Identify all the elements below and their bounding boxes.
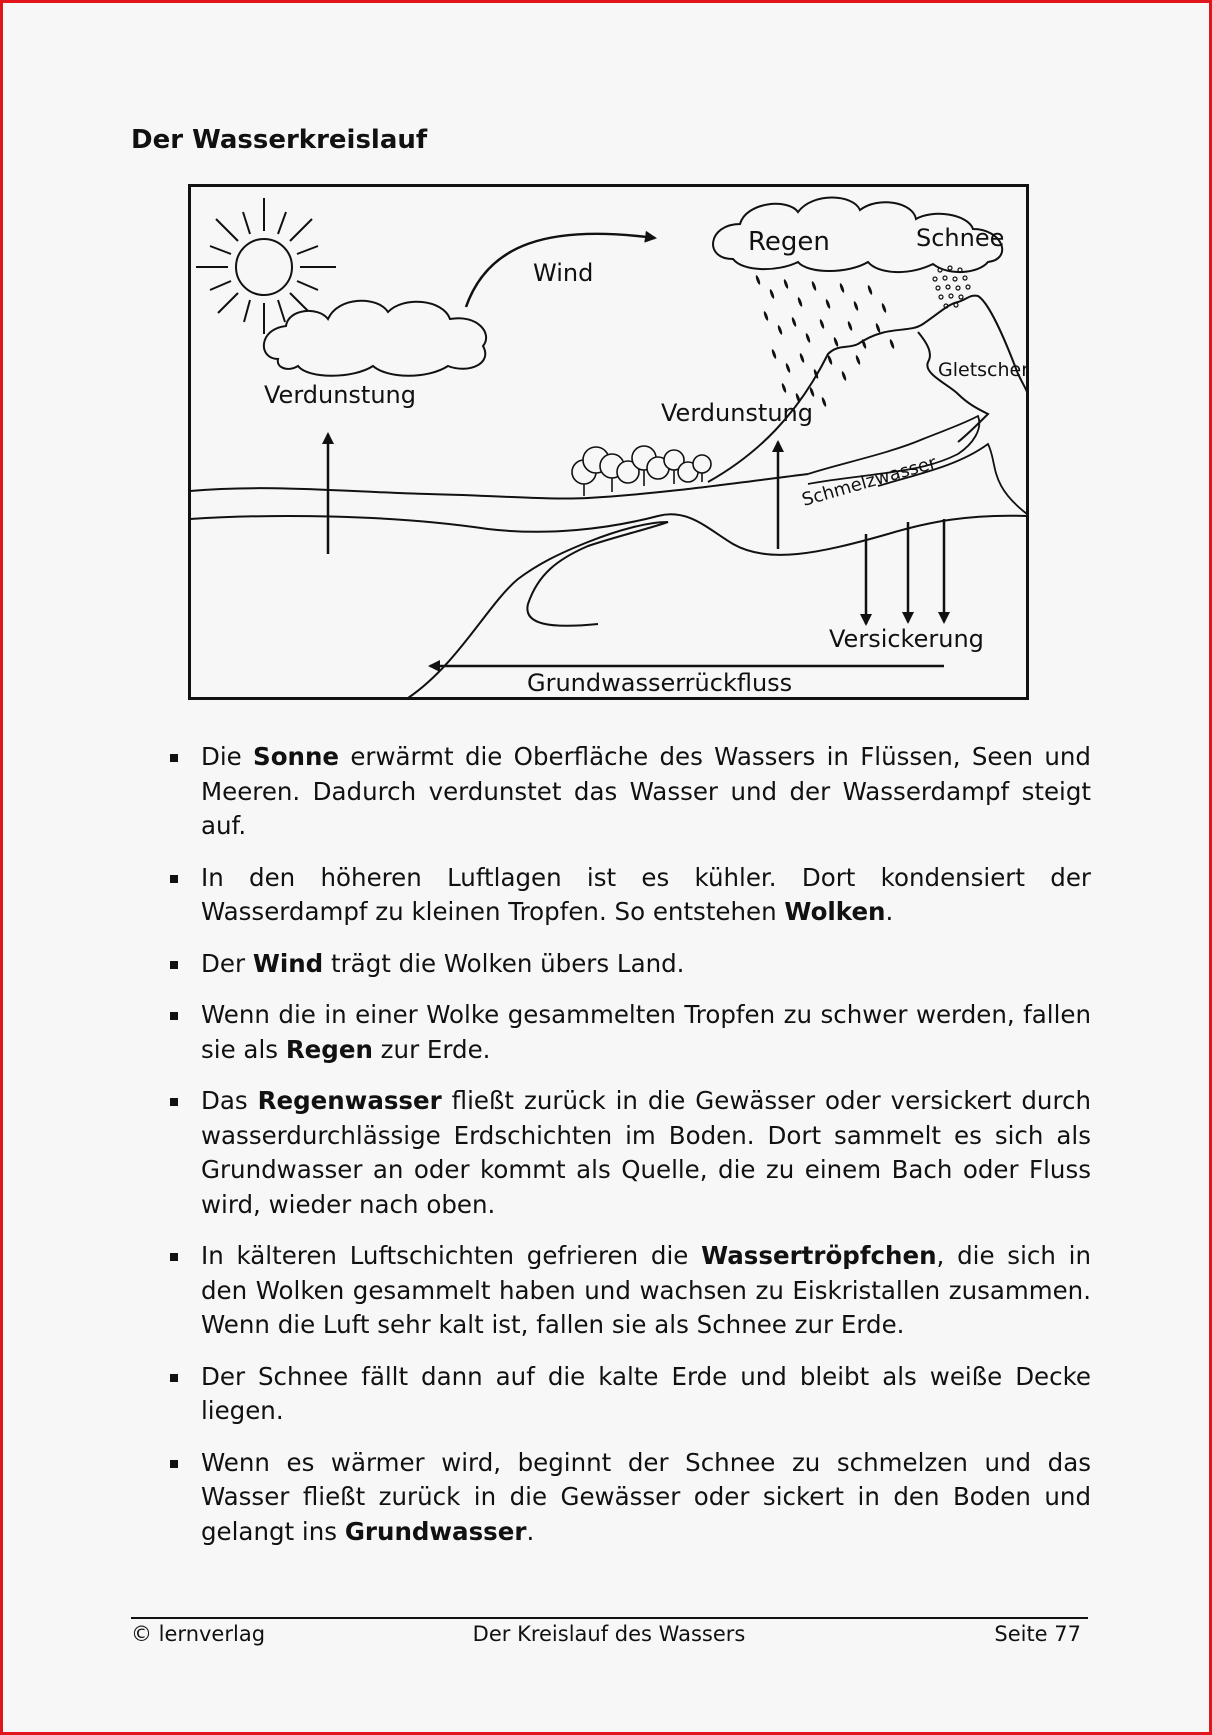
label-wind: Wind	[533, 259, 594, 287]
footer-title: Der Kreislauf des Wassers	[472, 1622, 746, 1646]
footer-divider	[131, 1617, 1088, 1619]
list-item: Wenn die in einer Wolke gesammelten Tropfen zu schwer werden, fallen sie als Regen zur Erde.	[163, 998, 1091, 1067]
footer-copyright: © lernverlag	[131, 1622, 266, 1646]
bullet-square-icon	[170, 875, 178, 883]
bullet-square-icon	[170, 1374, 178, 1382]
bullet-list	[163, 740, 1091, 1566]
list-item: Wenn es wärmer wird, beginnt der Schnee zu schmelzen und das Wasser fließt zurück in die Gewässer oder sickert in den Boden und gelangt ins Grundwasser.	[163, 1446, 1091, 1550]
list-item: In kälteren Luftschichten gefrieren die Wassertröpfchen, die sich in den Wolken gesammelt haben und wachsen zu Eiskristallen zusammen. Wenn die Luft sehr kalt ist, fallen sie als Schnee zur Erde.	[163, 1239, 1091, 1343]
bullet-square-icon	[170, 1012, 178, 1020]
bullet-square-icon	[170, 961, 178, 969]
bullet-square-icon	[170, 1460, 178, 1468]
list-item: In den höheren Luftlagen ist es kühler. Dort kondensiert der Wasserdampf zu kleinen Tropfen. So entstehen Wolken.	[163, 861, 1091, 930]
bullet-square-icon	[170, 754, 178, 762]
label-versickerung: Versickerung	[829, 625, 984, 653]
footer-page-number: Seite 77	[994, 1622, 1081, 1646]
water-cycle-diagram	[188, 184, 1029, 700]
label-gletscher: Gletscher	[938, 359, 1029, 381]
label-schmelzwasser: Schmelzwasser	[799, 452, 939, 511]
page-title: Der Wasserkreislauf	[131, 125, 428, 155]
bullet-square-icon	[170, 1098, 178, 1106]
list-item: Das Regenwasser fließt zurück in die Gewässer oder versickert durch wasserdurchlässige Erdschichten im Boden. Dort sammelt es sich als Grundwasser an oder kommt als Quelle, die zu einem Bach oder Fluss wird, wieder nach oben.	[163, 1084, 1091, 1222]
label-schnee: Schnee	[916, 224, 1005, 252]
list-item: Der Wind trägt die Wolken übers Land.	[163, 947, 1091, 982]
list-item: Der Schnee fällt dann auf die kalte Erde und bleibt als weiße Decke liegen.	[163, 1360, 1091, 1429]
label-verdunstung-left: Verdunstung	[264, 381, 416, 409]
label-regen: Regen	[748, 227, 830, 257]
diagram-svg	[188, 184, 1029, 700]
label-verdunstung-right: Verdunstung	[661, 399, 813, 427]
bullet-square-icon	[170, 1253, 178, 1261]
list-item: Die Sonne erwärmt die Oberfläche des Wassers in Flüssen, Seen und Meeren. Dadurch verdunstet das Wasser und der Wasserdampf steigt auf.	[163, 740, 1091, 844]
label-grundwasser: Grundwasserrückfluss	[527, 669, 793, 697]
